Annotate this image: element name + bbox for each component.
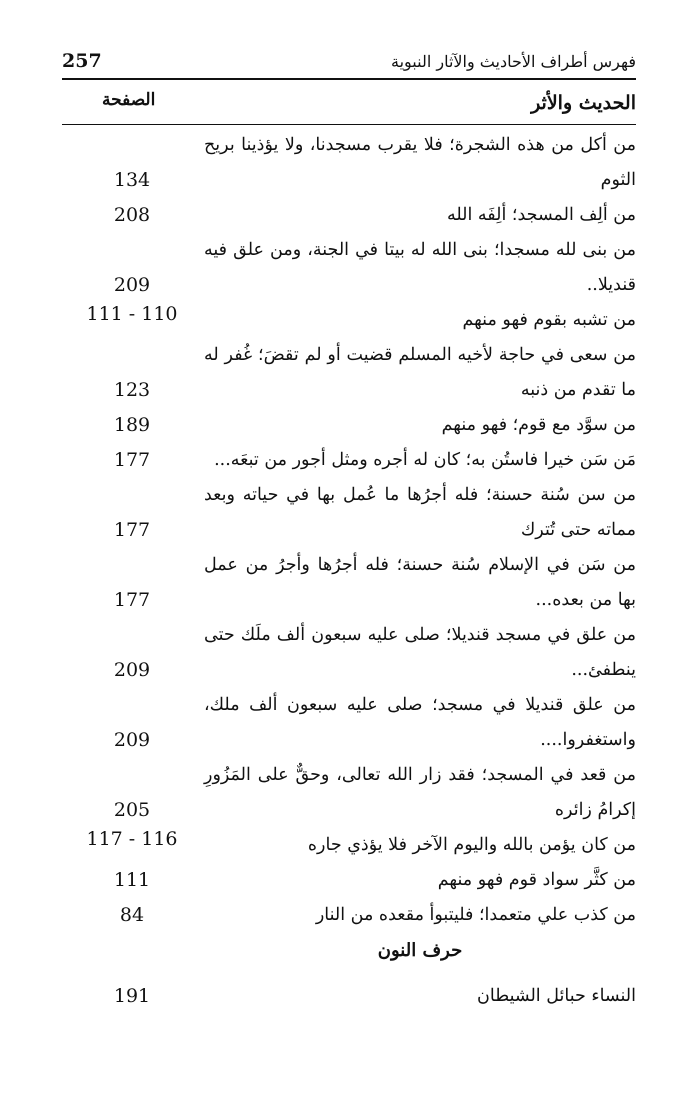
column-title-page: الصفحة [102,90,156,110]
index-entry [62,618,636,688]
index-entry [62,443,636,478]
index-entry [62,233,636,303]
entry-text: من علق في مسجد قنديلا؛ صلى عليه سبعون ألف ملَك حتى ينطفئ... [204,625,636,680]
index-entry [62,688,636,758]
index-entry [62,128,636,198]
entry-page: 177 [113,519,151,541]
column-header [62,90,636,125]
entry-text: النساء حبائل الشيطان [477,986,636,1006]
running-head [62,48,636,80]
entry-text: من سعى في حاجة لأخيه المسلم قضيت أو لم تقضَ؛ غُفر له ما تقدم من ذنبه [204,345,636,400]
index-entry [62,198,636,233]
entry-text: من سوَّد مع قوم؛ فهو منهم [441,415,636,435]
entry-page: 117 - 116 [86,828,178,850]
section-row [62,933,636,971]
index-entry [62,863,636,898]
entry-page: 111 - 110 [86,303,178,325]
index-entry [62,548,636,618]
index-entry [62,338,636,408]
entry-text: من كذب علي متعمدا؛ فليتبوأ مقعده من النار [315,905,636,925]
entry-page: 209 [113,729,151,751]
entry-page: 177 [113,589,151,611]
column-title-hadith: الحديث والأثر [531,92,636,114]
entry-text: من كان يؤمن بالله واليوم الآخر فلا يؤذي جاره [307,835,636,855]
entry-page: 123 [113,379,151,401]
entry-text: من سَن في الإسلام سُنة حسنة؛ فله أجرُها وأجرُ من عمل بها من بعده... [204,555,636,610]
index-entry [62,408,636,443]
entry-page: 134 [113,169,151,191]
entry-page: 189 [113,414,151,436]
running-title: فهرس أطراف الأحاديث والآثار النبوية [390,52,636,71]
entry-text: من بنى لله مسجدا؛ بنى الله له بيتا في الجنة، ومن علق فيه قنديلا.. [204,240,636,295]
index-entry [62,303,636,338]
index-entries [62,128,636,1014]
entry-text: من سن سُنة حسنة؛ فله أجرُها ما عُمل بها في حياته وبعد مماته حتى تُترك [204,485,636,540]
entry-page: 209 [113,274,151,296]
entry-text: من علق قنديلا في مسجد؛ صلى عليه سبعون ألف ملك، واستغفروا.... [204,695,636,750]
entry-page: 177 [113,449,151,471]
entry-text: مَن سَن خيرا فاستُن به؛ كان له أجره ومثل أجور من تبعَه... [214,450,636,470]
entry-text: من كثَّر سواد قوم فهو منهم [437,870,636,890]
section-heading: حرف النون [377,940,463,961]
entry-page: 209 [113,659,151,681]
index-entry [62,979,636,1014]
index-entry [62,828,636,863]
entry-text: من تشبه بقوم فهو منهم [462,310,636,330]
entry-page: 111 [113,869,151,891]
index-entry [62,758,636,828]
index-entry [62,898,636,933]
entry-page: 205 [113,799,151,821]
entry-text: من قعد في المسجد؛ فقد زار الله تعالى، وحقٌّ على المَزُورِ إكرامُ زائره [204,765,636,820]
entry-page: 191 [113,985,151,1007]
entry-text: من ألِف المسجد؛ ألِفَه الله [446,205,636,225]
entry-page: 84 [119,904,145,926]
entry-text: من أكل من هذه الشجرة؛ فلا يقرب مسجدنا، ولا يؤذينا بريح الثوم [204,135,636,190]
index-entry [62,478,636,548]
page-number: 257 [62,50,102,72]
entry-page: 208 [113,204,151,226]
